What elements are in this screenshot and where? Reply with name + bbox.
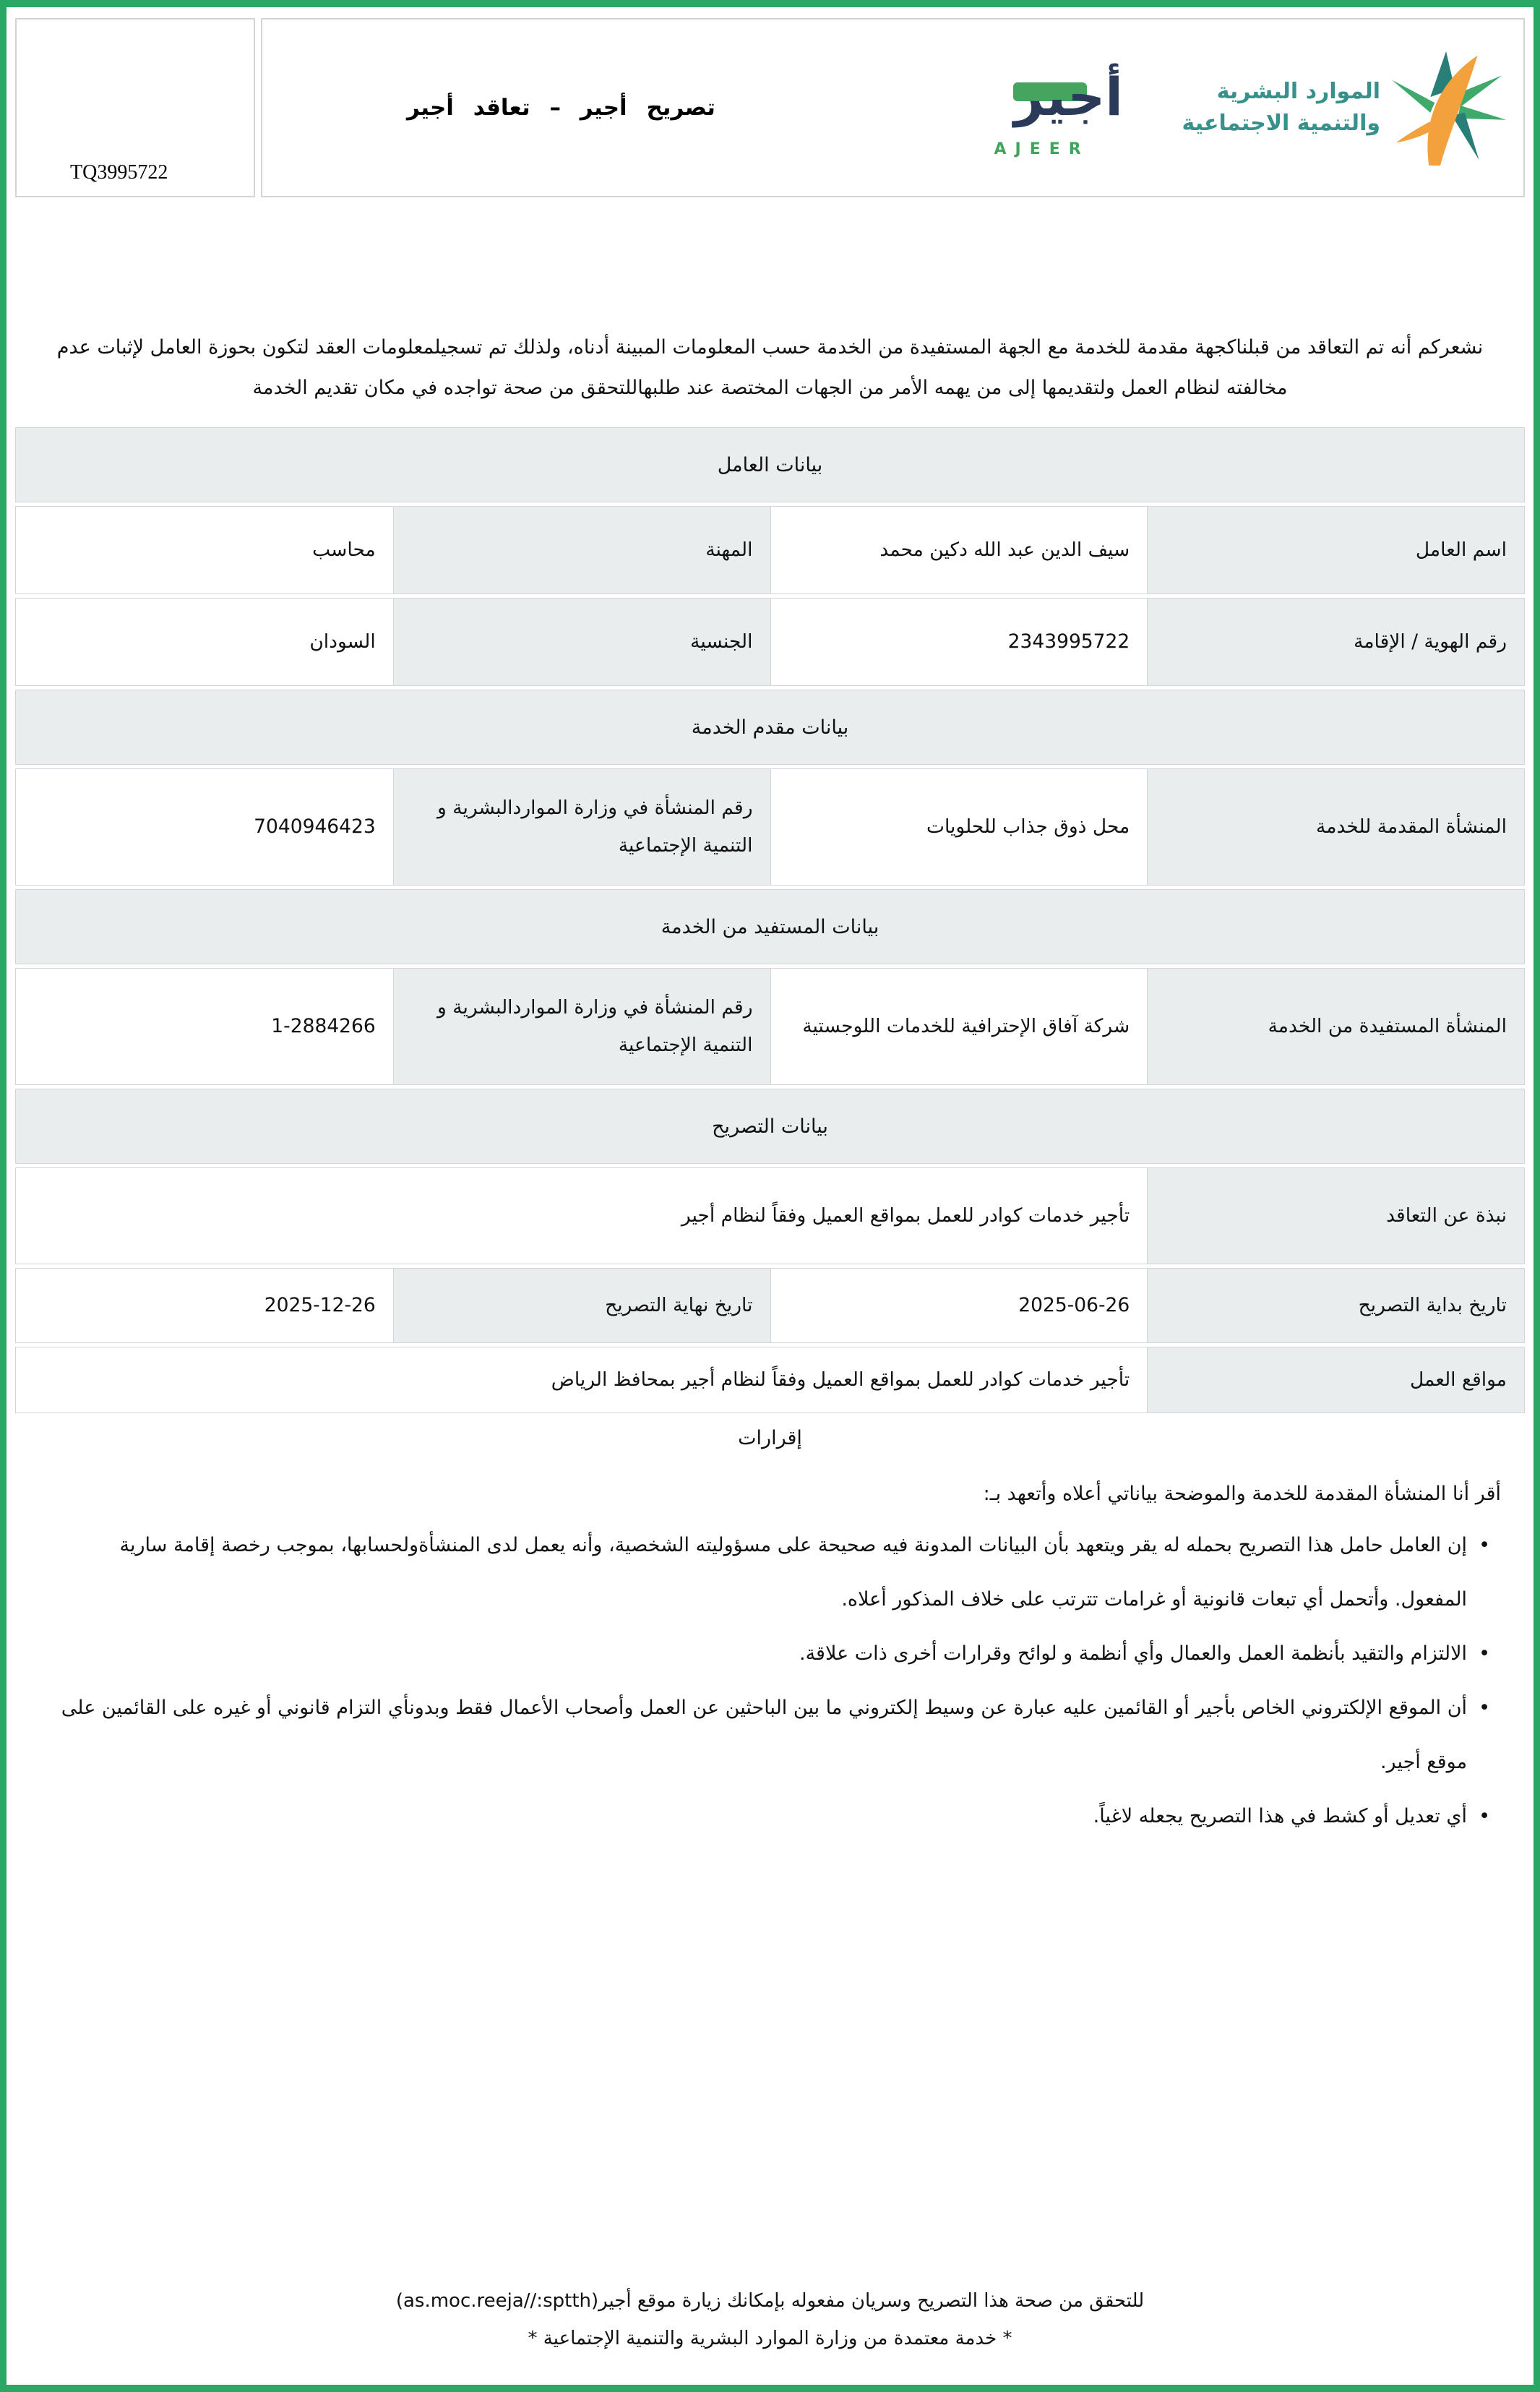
document-title: تصريح أجير – تعاقد أجير — [407, 95, 715, 121]
beneficiary-establishment-label: المنشأة المستفيدة من الخدمة — [1147, 969, 1524, 1084]
ajeer-logo — [990, 58, 1148, 158]
provider-number-label: رقم المنشأة في وزارة المواردالبشرية و التنمية الإجتماعية — [393, 769, 770, 885]
verification-url: (as.moc.reeja//:sptth) — [395, 2290, 599, 2312]
ajeer-logo-latin-wordmark: AJEER — [994, 140, 1090, 158]
nationality-value: السودان — [16, 599, 393, 685]
table-row — [15, 968, 1525, 1085]
contract-summary-value: تأجير خدمات كوادر للعمل بمواقع العميل وفقاً لنظام أجير — [16, 1168, 1147, 1264]
table-row — [15, 506, 1525, 594]
declarations-list — [50, 1518, 1490, 1843]
ministry-logo — [1182, 47, 1509, 168]
ministry-emblem-icon — [1388, 47, 1509, 168]
work-locations-label: مواقع العمل — [1147, 1347, 1524, 1413]
permit-start-date-value: 2025-06-26 — [770, 1269, 1148, 1342]
section-header-worker: بيانات العامل — [15, 427, 1525, 502]
declaration-item — [50, 1626, 1490, 1681]
title-logo-box — [261, 18, 1525, 197]
permit-data-table — [15, 427, 1525, 1417]
profession-label: المهنة — [393, 507, 770, 593]
permit-number: TQ3995722 — [70, 161, 168, 184]
ministry-name-line1: الموارد البشرية — [1216, 79, 1380, 104]
permit-number-box — [15, 18, 255, 197]
worker-name-label: اسم العامل — [1147, 507, 1524, 593]
table-row — [15, 598, 1525, 686]
contract-summary-label: نبذة عن التعاقد — [1147, 1168, 1524, 1264]
profession-value: محاسب — [16, 507, 393, 593]
declarations-intro: أقر أنا المنشأة المقدمة للخدمة والموضحة بياناتي أعلاه وأتعهد بـ: — [983, 1483, 1501, 1505]
permit-start-date-label: تاريخ بداية التصريح — [1147, 1269, 1524, 1342]
permit-end-date-value: 2025-12-26 — [16, 1269, 393, 1342]
document-header — [15, 18, 1525, 197]
permit-end-date-label: تاريخ نهاية التصريح — [393, 1269, 770, 1342]
declaration-text: إن العامل حامل هذا التصريح بحمله له يقر ويتعهد بأن البيانات المدونة فيه صحيحة على مسؤوليته الشخصية، وأنه يعمل لدى المنشأةولحسابها، بموجب رخصة إقامة سارية المفعول. وأتحمل أي تبعات قانونية أو غرامات تترتب على خلاف المذكور أعلاه. — [119, 1534, 1468, 1611]
id-number-value: 2343995722 — [770, 599, 1148, 685]
verification-line — [7, 2282, 1533, 2320]
ministry-name-line2: والتنمية الاجتماعية — [1182, 111, 1380, 136]
declaration-item — [50, 1789, 1490, 1843]
document-footer — [7, 2282, 1533, 2385]
work-locations-value: تأجير خدمات كوادر للعمل بمواقع العميل وفقاً لنظام أجير بمحافظ الرياض — [16, 1347, 1147, 1413]
bullet-icon: • — [1479, 1642, 1490, 1665]
section-header-provider: بيانات مقدم الخدمة — [15, 690, 1525, 765]
logo-group — [990, 47, 1509, 168]
table-row — [15, 1167, 1525, 1264]
beneficiary-establishment-value: شركة آفاق الإحترافية للخدمات اللوجستية — [770, 969, 1148, 1084]
table-row — [15, 1347, 1525, 1413]
section-header-beneficiary: بيانات المستفيد من الخدمة — [15, 889, 1525, 964]
bullet-icon: • — [1479, 1534, 1490, 1556]
table-row — [15, 1268, 1525, 1343]
verification-text: للتحقق من صحة هذا التصريح وسريان مفعوله بإمكانك زيارة موقع أجير — [598, 2290, 1145, 2312]
ministry-name — [1182, 76, 1380, 140]
section-header-permit: بيانات التصريح — [15, 1089, 1525, 1164]
declaration-item — [50, 1681, 1490, 1789]
provider-establishment-label: المنشأة المقدمة للخدمة — [1147, 769, 1524, 885]
declaration-text: الالتزام والتقيد بأنظمة العمل والعمال وأي أنظمة و لوائح وقرارات أخرى ذات علاقة. — [799, 1642, 1468, 1665]
id-number-label: رقم الهوية / الإقامة — [1147, 599, 1524, 685]
beneficiary-number-value: 1-2884266 — [16, 969, 393, 1084]
provider-establishment-value: محل ذوق جذاب للحلويات — [770, 769, 1148, 885]
worker-name-value: سيف الدين عبد الله دكين محمد — [770, 507, 1148, 593]
declaration-text: أن الموقع الإلكتروني الخاص بأجير أو القائمين عليه عبارة عن وسيط إلكتروني ما بين الباحثين عن العمل وأصحاب الأعمال فقط وبدونأي التزام قانوني أو غيره على القائمين على موقع أجير. — [61, 1697, 1468, 1773]
declaration-item — [50, 1518, 1490, 1626]
declarations-title: إقرارات — [738, 1427, 802, 1449]
nationality-label: الجنسية — [393, 599, 770, 685]
bullet-icon: • — [1479, 1697, 1490, 1719]
table-row — [15, 768, 1525, 886]
declaration-text: أي تعديل أو كشط في هذا التصريح يجعله لاغياً. — [1093, 1805, 1468, 1827]
approved-service-note: * خدمة معتمدة من وزارة الموارد البشرية والتنمية الإجتماعية * — [528, 2328, 1012, 2349]
beneficiary-number-label: رقم المنشأة في وزارة المواردالبشرية و التنمية الإجتماعية — [393, 969, 770, 1084]
bullet-icon: • — [1479, 1805, 1490, 1827]
provider-number-value: 7040946423 — [16, 769, 393, 885]
ajeer-logo-arabic-wordmark: أجير — [1014, 66, 1123, 127]
intro-paragraph: نشعركم أنه تم التعاقد من قبلناكجهة مقدمة للخدمة مع الجهة المستفيدة من الخدمة حسب المعلومات المبينة أدناه، ولذلك تم تسجيلمعلومات العقد لتكون بحوزة العامل لإثبات عدم مخالفته لنظام العمل ولتقديمها إلى من يهمه الأمر من الجهات المختصة عند طلبهاللتحقق من صحة تواجده في مكان تقديم الخدمة — [56, 336, 1484, 399]
